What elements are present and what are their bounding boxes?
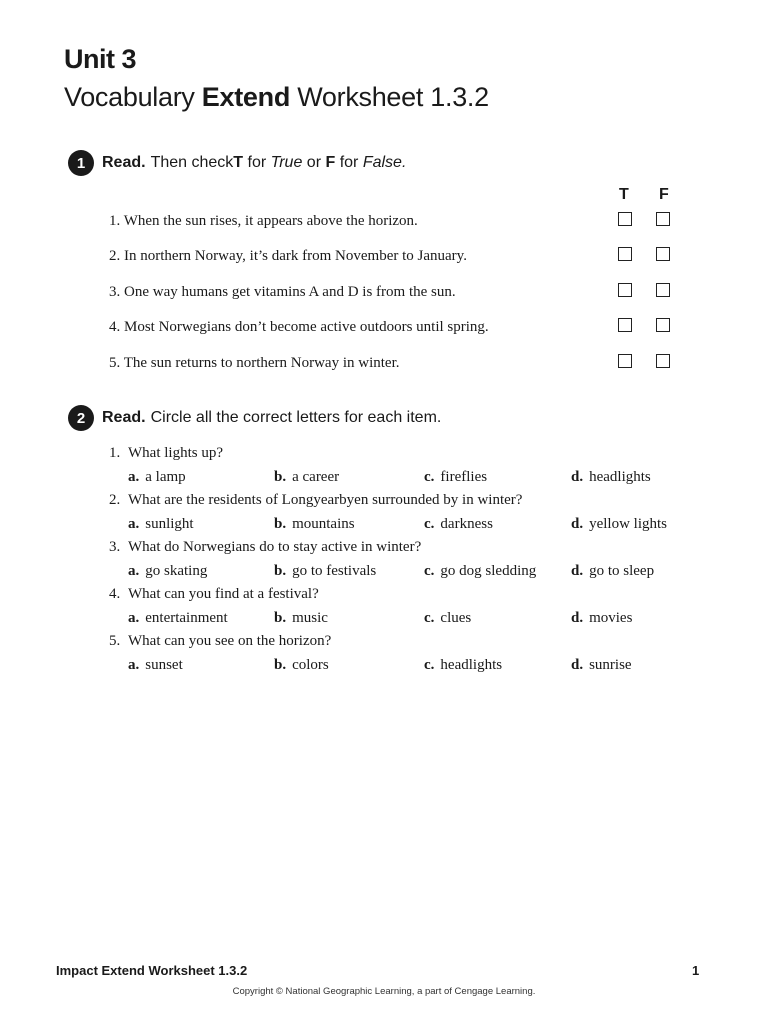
option-text: go skating [145,563,208,579]
option-text: a career [292,469,340,485]
section2-text: Circle all the correct letters for each item. [150,409,442,426]
section1-number-badge: 1 [68,150,94,176]
question-text: What do Norwegians do to stay active in winter? [128,539,422,555]
question-text: What are the residents of Longyearbyen surrounded by in winter? [128,492,523,508]
checkbox-false-1[interactable] [656,212,670,226]
option-text: sunrise [589,657,632,673]
question-1 [109,445,223,462]
section1-text-d: for [335,154,363,171]
option-4c[interactable] [424,610,471,627]
option-5b[interactable] [274,657,329,674]
option-letter: b. [274,657,287,673]
title-bold: Extend [201,82,291,112]
option-text: headlights [589,469,651,485]
option-text: fireflies [440,469,488,485]
option-3a[interactable] [128,563,207,580]
column-header-true: T [619,186,629,203]
section1-false-word: False. [362,154,407,171]
option-letter: b. [274,563,287,579]
title-post: Worksheet 1.3.2 [290,82,489,112]
option-1d[interactable] [571,469,651,486]
question-number: 1. [109,445,121,461]
option-3d[interactable] [571,563,654,580]
option-letter: a. [128,469,140,485]
option-letter: d. [571,657,584,673]
option-text: sunlight [145,516,194,532]
option-text: music [292,610,328,626]
option-letter: d. [571,563,584,579]
option-4a[interactable] [128,610,228,627]
statement-item: 5. The sun returns to northern Norway in winter. [109,355,400,371]
section2-instructions [68,405,441,431]
option-text: headlights [440,657,503,673]
option-1b[interactable] [274,469,339,486]
checkbox-true-5[interactable] [618,354,632,368]
option-4b[interactable] [274,610,328,627]
worksheet-title [64,82,489,113]
statement-item: 1. When the sun rises, it appears above the horizon. [109,213,418,229]
option-letter: c. [424,610,435,626]
statement-item: 3. One way humans get vitamins A and D is from the sun. [109,284,456,300]
option-text: colors [292,657,329,673]
option-letter: c. [424,516,435,532]
checkbox-true-4[interactable] [618,318,632,332]
option-text: sunset [145,657,183,673]
section1-instructions [68,150,406,176]
checkbox-false-4[interactable] [656,318,670,332]
option-2c[interactable] [424,516,493,533]
option-2a[interactable] [128,516,194,533]
option-text: go to sleep [589,563,655,579]
option-1c[interactable] [424,469,487,486]
statement-item: 4. Most Norwegians don’t become active outdoors until spring. [109,319,489,335]
option-letter: a. [128,657,140,673]
checkbox-false-5[interactable] [656,354,670,368]
option-4d[interactable] [571,610,632,627]
option-letter: b. [274,610,287,626]
page-number: 1 [692,963,700,978]
option-letter: a. [128,516,140,532]
option-text: clues [440,610,472,626]
section1-true-word: True [270,154,303,171]
footer-worksheet-name: Impact Extend Worksheet 1.3.2 [56,963,248,978]
option-text: go dog sledding [440,563,537,579]
question-number: 2. [109,492,121,508]
checkbox-true-1[interactable] [618,212,632,226]
option-letter: c. [424,657,435,673]
option-letter: a. [128,610,140,626]
option-letter: d. [571,610,584,626]
option-text: mountains [292,516,355,532]
option-letter: c. [424,469,435,485]
checkbox-true-3[interactable] [618,283,632,297]
question-4 [109,586,319,603]
section1-t: T [233,154,244,171]
option-text: a lamp [145,469,186,485]
checkbox-false-2[interactable] [656,247,670,261]
question-number: 3. [109,539,121,555]
option-letter: c. [424,563,435,579]
section1-f: F [325,154,336,171]
section1-text-a: Then check [150,154,234,171]
question-2 [109,492,522,509]
option-2b[interactable] [274,516,355,533]
copyright-notice: Copyright © National Geographic Learning, a part of Cengage Learning. [232,986,536,997]
statement-item: 2. In northern Norway, it’s dark from November to January. [109,248,467,264]
option-letter: d. [571,516,584,532]
option-text: entertainment [145,610,228,626]
option-letter: b. [274,469,287,485]
question-number: 4. [109,586,121,602]
column-header-false: F [659,186,669,203]
question-text: What lights up? [128,445,223,461]
option-text: movies [589,610,633,626]
option-text: darkness [440,516,493,532]
section2-number-badge: 2 [68,405,94,431]
unit-heading: Unit 3 [64,44,137,74]
section1-text-b: for [243,154,271,171]
option-letter: b. [274,516,287,532]
option-text: yellow lights [589,516,668,532]
option-5a[interactable] [128,657,183,674]
checkbox-true-2[interactable] [618,247,632,261]
question-3 [109,539,421,556]
question-text: What can you see on the horizon? [128,633,332,649]
section2-lead: Read. [102,409,146,426]
option-3b[interactable] [274,563,376,580]
section1-text-c: or [302,154,326,171]
question-5 [109,633,331,650]
option-5d[interactable] [571,657,632,674]
question-text: What can you find at a festival? [128,586,319,602]
option-5c[interactable] [424,657,502,674]
question-number: 5. [109,633,121,649]
option-1a[interactable] [128,469,186,486]
option-2d[interactable] [571,516,667,533]
option-text: go to festivals [292,563,377,579]
option-3c[interactable] [424,563,536,580]
section1-lead: Read. [102,154,146,171]
title-pre: Vocabulary [64,82,202,112]
option-letter: a. [128,563,140,579]
checkbox-false-3[interactable] [656,283,670,297]
option-letter: d. [571,469,584,485]
